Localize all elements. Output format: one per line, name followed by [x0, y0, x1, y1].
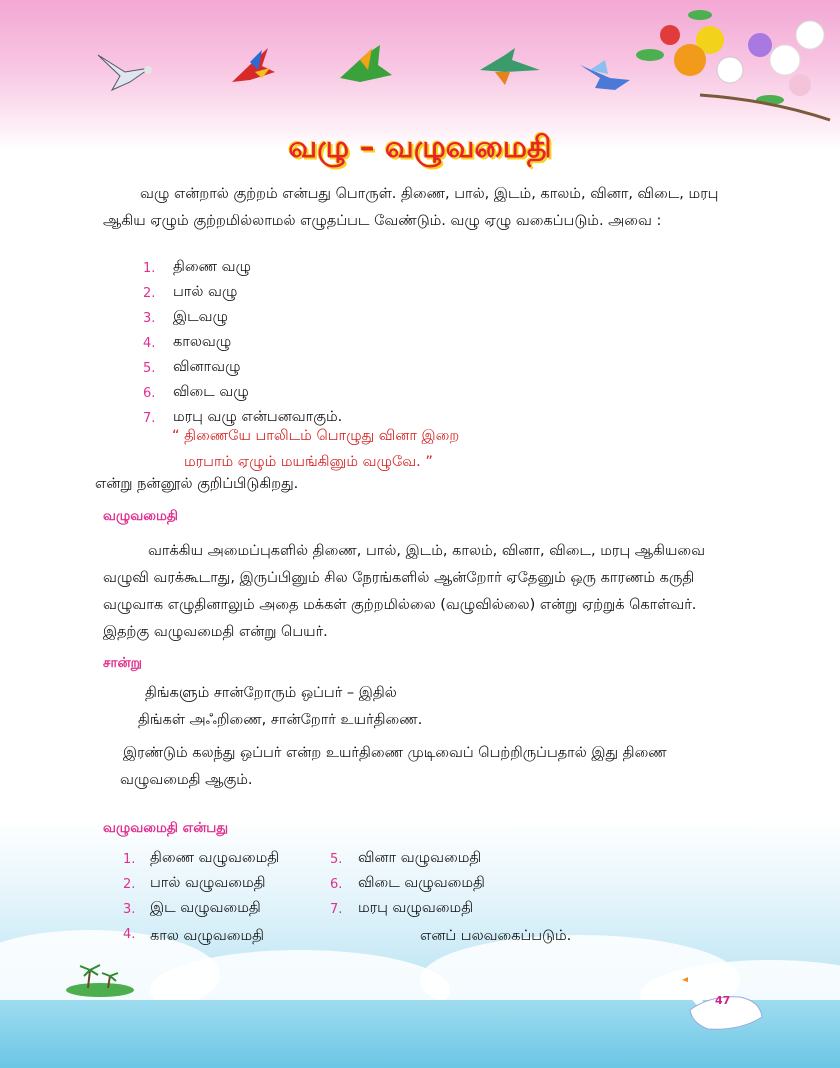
section-heading-types: வழுவமைதி என்பது [103, 820, 229, 836]
example-line: திங்கள் அஃறிணை, சான்றோர் உயர்திணை. [138, 712, 423, 728]
list-item: திணை வழுவமைதி [150, 850, 280, 866]
list-number: 3. [143, 311, 156, 326]
list-number: 1. [143, 261, 156, 276]
list-item: பால் வழுவமைதி [150, 875, 266, 891]
bird-gull-illustration [98, 55, 152, 90]
header-decoration [0, 0, 840, 130]
intro-line-2: ஆகிய ஏழும் குற்றமில்லாமல் எழுதப்பட வேண்டும். வழு ஏழு வகைப்படும். அவை : [103, 213, 662, 229]
example-line: வழுவமைதி ஆகும். [120, 772, 253, 788]
page-title: வழு – வழுவமைதி [288, 130, 552, 165]
paragraph-line: வழுவாக எழுதினாலும் அதை மக்கள் குற்றமில்லை (வழுவில்லை) என்று ஏற்றுக் கொள்வர். [103, 597, 697, 613]
bird-roller-illustration [580, 60, 630, 90]
list-item: இட வழுவமைதி [150, 900, 261, 916]
list-number: 4. [123, 927, 136, 942]
list-number: 7. [143, 411, 156, 426]
list-item: இடவழு [173, 309, 229, 325]
list-item: விடை வழு [173, 384, 249, 400]
paragraph-line: வழுவி வரக்கூடாது, இருப்பினும் சில நேரங்களில் ஆன்றோர் ஏதேனும் ஒரு காரணம் கருதி [103, 570, 695, 586]
list-number: 7. [330, 902, 343, 917]
list-number: 1. [123, 852, 136, 867]
page-number: 47 [715, 994, 731, 1007]
list-item: கால வழுவமைதி [150, 928, 265, 944]
list-item: மரபு வழுவமைதி [358, 900, 474, 916]
list-number: 3. [123, 902, 136, 917]
paragraph-line: வாக்கிய அமைப்புகளில் திணை, பால், இடம், காலம், வினா, விடை, மரபு ஆகியவை [148, 543, 706, 559]
list-item: வினாவழு [173, 359, 241, 375]
list-number: 4. [143, 336, 156, 351]
list-item: பால் வழு [173, 284, 238, 300]
island-palm-illustration [60, 960, 160, 1000]
section-heading-vazhuvamaithi: வழுவமைதி [103, 508, 178, 524]
quote-line-2: மரபாம் ஏழும் மயங்கினும் வழுவே. ” [184, 454, 433, 470]
example-line: திங்களும் சான்றோரும் ஒப்பர் – இதில் [145, 685, 397, 701]
list-number: 2. [123, 877, 136, 892]
list-number: 2. [143, 286, 156, 301]
quote-line-1: “ திணையே பாலிடம் பொழுது வினா இறை [172, 428, 460, 444]
list-number: 5. [330, 852, 343, 867]
bird-bee-eater-illustration [480, 48, 540, 85]
bird-macaw-illustration [232, 48, 275, 82]
list-item: மரபு வழு என்பனவாகும். [173, 409, 343, 425]
list-item: காலவழு [173, 334, 232, 350]
list-item: விடை வழுவமைதி [358, 875, 485, 891]
list-item: திணை வழு [173, 259, 252, 275]
list-item: வினா வழுவமைதி [358, 850, 482, 866]
list-number: 6. [330, 877, 343, 892]
section-heading-example: சான்று [103, 655, 142, 671]
example-line: இரண்டும் கலந்து ஒப்பர் என்ற உயர்திணை முடிவைப் பெற்றிருப்பதால் இது திணை [123, 745, 667, 761]
flowers-branch-illustration [636, 10, 830, 120]
types-closing-text: எனப் பலவகைப்படும். [420, 928, 572, 944]
bird-green-parrot-illustration [340, 45, 392, 82]
paragraph-line: இதற்கு வழுவமைதி என்று பெயர். [103, 624, 328, 640]
list-number: 6. [143, 386, 156, 401]
list-number: 5. [143, 361, 156, 376]
intro-line-1: வழு என்றால் குற்றம் என்பது பொருள். திணை, பால், இடம், காலம், வினா, விடை, மரபு [140, 186, 719, 202]
citation-text: என்று நன்னூல் குறிப்பிடுகிறது. [95, 476, 299, 492]
